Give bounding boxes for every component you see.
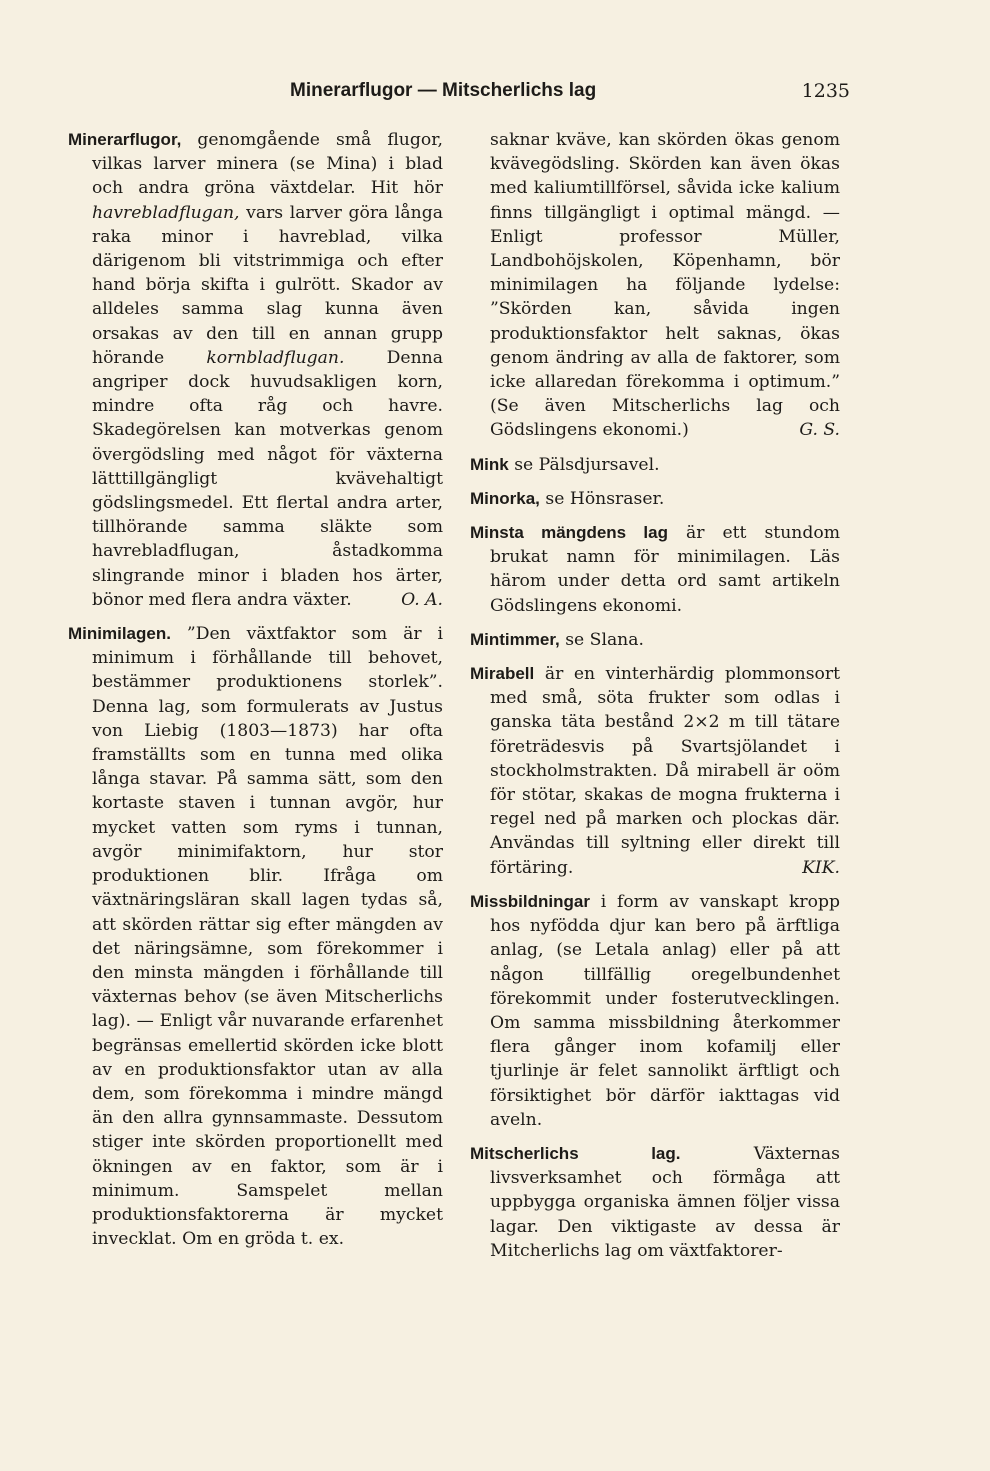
entry-missbildningar [470, 890, 840, 1132]
entry-text: Denna angriper dock huvudsakligen korn, mindre ofta råg och havre. Skadegörelsen kan motverkas genom övergödsling med något för växterna lätttillgängligt kvävehaltigt gödslingsmedel. Ett flertal andra arter, tillhörande samma släkte som havrebladflugan, åstadkomma slingrande minor i bladen hos ärter, bönor med flera andra växter. [92, 347, 443, 610]
headword: Minimilagen. [68, 624, 171, 644]
entry-continuation [470, 128, 840, 443]
header-title: Minerarflugor — Mitscherlichs lag [290, 80, 597, 101]
entry-text: se Pälsdjursavel. [508, 454, 660, 475]
entry-minsta-mangdens-lag [470, 521, 840, 618]
author-signature: G. S. [799, 420, 840, 441]
author-signature: O. A. [401, 589, 443, 610]
entry-text: Växternas livsverksamhet och förmåga att uppbygga organiska ämnen följer vissa lagar. Den viktigaste av dessa är Mitcherlichs lag om växtfaktorer- [490, 1143, 840, 1261]
entry-mirabell [470, 662, 840, 880]
page-number: 1235 [801, 80, 850, 102]
running-header [290, 80, 850, 110]
left-column [68, 128, 443, 1251]
entry-text: se Hönsraser. [539, 488, 665, 509]
entry-text: är ett stundom brukat namn för minimilagen. Läs härom under detta ord samt artikeln Gödslingens ekonomi. [490, 523, 840, 616]
headword: Mintimmer, [470, 629, 560, 649]
headword: Minsta mängdens lag [470, 523, 668, 543]
entry-text: se Slana. [559, 629, 644, 650]
entry-text: genomgående små flugor, vilkas larver minera (se Mina) i blad och andra gröna växtdelar. Hit hör [92, 130, 443, 199]
entry-text: ”Den växtfaktor som är i minimum i förhållande till behovet, bestämmer produktionens storlek”. Denna lag, som formulerats av Justus von Liebig (1803—1873) har ofta framställts som en tunna med olika långa stavar. På samma sätt, som den kortaste staven i tunnan avgör, hur mycket vatten som ryms i tunnan, avgör minimifaktorn, hur stor produktionen blir. Ifråga om växtnäringsläran skall lagen tydas så, att skörden rättar sig efter mängden av det näringsämne, som förekommer i den minsta mängden i förhållande till växternas behov (se även Mitscherlichs lag). — Enligt vår nuvarande erfarenhet begränsas emellertid skörden icke blott av en produktionsfaktor utan av alla dem, som förekomma i mindre mängd än den allra gynnsammaste. Dessutom stiger inte skörden proportionellt med ökningen av en faktor, som är i minimum. Samspelet mellan produktionsfaktorerna är mycket invecklat. Om en gröda t. ex. [92, 624, 443, 1250]
entry-mintimmer [470, 628, 840, 652]
headword: Mink [470, 454, 509, 474]
entry-minimilagen [68, 622, 443, 1251]
italic-term: kornbladflugan. [206, 347, 345, 368]
headword: Missbildningar [470, 891, 590, 911]
entry-mitscherlichs-lag [470, 1142, 840, 1263]
headword: Minorka, [470, 488, 540, 508]
headword: Minerarflugor, [68, 130, 182, 149]
headword: Mirabell [470, 664, 535, 684]
right-column [470, 128, 840, 1263]
author-signature: KIK. [802, 857, 840, 878]
entry-minerarflugor [68, 128, 443, 612]
italic-term: havrebladflugan, [92, 202, 240, 223]
entry-mink [470, 453, 840, 477]
entry-text: är en vinterhärdig plommonsort med små, söta frukter som odlas i ganska täta bestånd 2×2 m till tätare företrädesvis på Svartsjölandet i stockholmstrakten. Då mirabell är oöm för stötar, skakas de mogna frukterna i regel ned på marken och plockas där. Användas till syltning eller direkt till förtäring. [490, 664, 840, 878]
entry-text: vars larver göra långa raka minor i havreblad, vilka därigenom bli vitstrimmiga och efter hand börja skifta i gulrött. Skador av alldeles samma slag kunna även orsakas av den till en annan grupp hörande [92, 202, 443, 368]
entry-text: i form av vanskapt kropp hos nyfödda djur kan bero på ärftliga anlag, (se Letala anlag) eller på att någon tillfällig oregelbundenhet förekommit under fosterutvecklingen. Om samma missbildning återkommer flera gånger inom kofamilj eller tjurlinje är felet sannolikt ärftligt och försiktighet bör därför iakttagas vid aveln. [490, 891, 840, 1130]
headword: Mitscherlichs lag. [470, 1143, 681, 1163]
entry-text: saknar kväve, kan skörden ökas genom kvävegödsling. Skörden kan även ökas med kaliumtillförsel, såvida icke kalium finns tillgängligt i optimal mängd. — Enligt professor Müller, Landbohöjskolen, Köpenhamn, bör minimilagen ha följande lydelse: ”Skörden kan, såvida ingen produktionsfaktor helt saknas, ökas genom ändring av alla de faktorer, som icke allaredan förekomma i optimum.” (Se även Mitscherlichs lag och Gödslingens ekonomi.) [490, 130, 840, 441]
entry-minorka [470, 487, 840, 511]
